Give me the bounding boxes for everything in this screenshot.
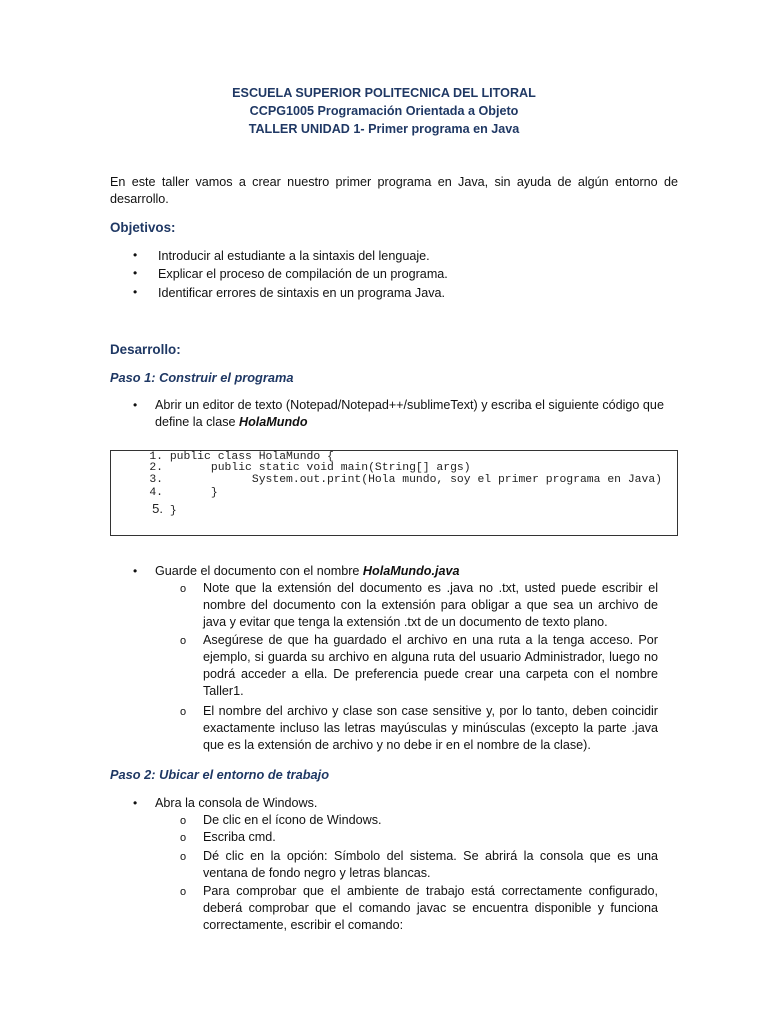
circle-bullet-icon: o (180, 886, 187, 898)
filename-emphasis: HolaMundo.java (362, 564, 460, 578)
code-block (110, 450, 678, 536)
code-line-text: System.out.print(Hola mundo, soy el primer programa en Java) (169, 474, 662, 486)
code-line-number: 3. (149, 474, 163, 486)
paso1-heading: Paso 1: Construir el programa (110, 370, 294, 385)
code-line-text: } (169, 487, 218, 499)
circle-bullet-icon: o (180, 815, 187, 827)
save-instruction-text: Guarde el documento con el nombre (155, 564, 363, 578)
circle-bullet-icon: o (180, 635, 187, 647)
paso2-instruction: Abra la consola de Windows. (155, 796, 318, 810)
code-line-number: 4. (149, 487, 163, 499)
circle-bullet-icon: o (180, 706, 187, 718)
paso1-instruction (155, 397, 665, 431)
intro-paragraph: En este taller vamos a crear nuestro primer programa en Java, sin ayuda de algún entorno de desarrollo. (110, 175, 678, 206)
doc-title-course: CCPG1005 Programación Orientada a Objeto (249, 104, 519, 118)
circle-bullet-icon: o (180, 832, 187, 844)
code-line-number: 2. (149, 462, 163, 474)
code-line (139, 474, 662, 486)
step-item: De clic en el ícono de Windows. (203, 813, 382, 827)
bullet-icon: • (133, 398, 138, 412)
code-line-text: public class HolaMundo { (169, 451, 334, 463)
bullet-icon: • (133, 266, 138, 280)
code-line-number: 5. (152, 501, 163, 516)
bullet-icon: • (133, 285, 138, 299)
code-line (139, 501, 177, 517)
objetivo-item: Explicar el proceso de compilación de un programa. (158, 267, 448, 281)
step-item: Para comprobar que el ambiente de trabajo está correctamente configurado, deberá comprobar que el comando javac se encuentra disponible y funciona correctamente, escribir el comando: (203, 884, 658, 932)
circle-bullet-icon: o (180, 583, 187, 595)
objetivos-heading: Objetivos: (110, 220, 176, 235)
objetivo-item: Identificar errores de sintaxis en un programa Java. (158, 286, 445, 300)
circle-bullet-icon: o (180, 851, 187, 863)
bullet-icon: • (133, 248, 138, 262)
bullet-icon: • (133, 564, 138, 578)
code-line-text: public static void main(String[] args) (169, 462, 471, 474)
note-item: El nombre del archivo y clase son case sensitive y, por lo tanto, deben coincidir exactamente incluso las letras mayúsculas y minúsculas (excepto la parte .java que es la extensión de archivo y no debe ir en el nombre de la clase). (203, 704, 658, 752)
class-name-emphasis: HolaMundo (239, 415, 308, 429)
code-line-number: 1. (149, 451, 163, 463)
desarrollo-heading: Desarrollo: (110, 342, 181, 357)
note-item: Asegúrese de que ha guardado el archivo en una ruta a la tenga acceso. Por ejemplo, si guarda su archivo en alguna ruta del usuario Administrador, luego no podrá acceder a ella. De preferencia puede crear una carpeta con el nombre Taller1. (203, 633, 658, 698)
doc-title-workshop: TALLER UNIDAD 1- Primer programa en Java (248, 122, 520, 136)
paso2-heading: Paso 2: Ubicar el entorno de trabajo (110, 767, 330, 782)
step-item: Escriba cmd. (203, 830, 276, 844)
code-line (139, 487, 218, 499)
step-item: Dé clic en la opción: Símbolo del sistema. Se abrirá la consola que es una ventana de fondo negro y letras blancas. (203, 849, 658, 880)
objetivo-item: Introducir al estudiante a la sintaxis del lenguaje. (158, 249, 430, 263)
bullet-icon: • (133, 796, 138, 810)
paso1-instruction-text: Abrir un editor de texto (Notepad/Notepad++/sublimeText) y escriba el siguiente código que define la clase (155, 398, 664, 429)
paso1-save-instruction (155, 563, 459, 580)
note-item: Note que la extensión del documento es .java no .txt, usted puede escribir el nombre del documento con la extensión para obligar a que sea un archivo de java y evitar que tenga la extensión .txt de un documento de texto plano. (203, 581, 658, 629)
doc-title-institution: ESCUELA SUPERIOR POLITECNICA DEL LITORAL (232, 86, 536, 100)
code-line (139, 462, 471, 474)
code-line-text: } (169, 505, 177, 517)
